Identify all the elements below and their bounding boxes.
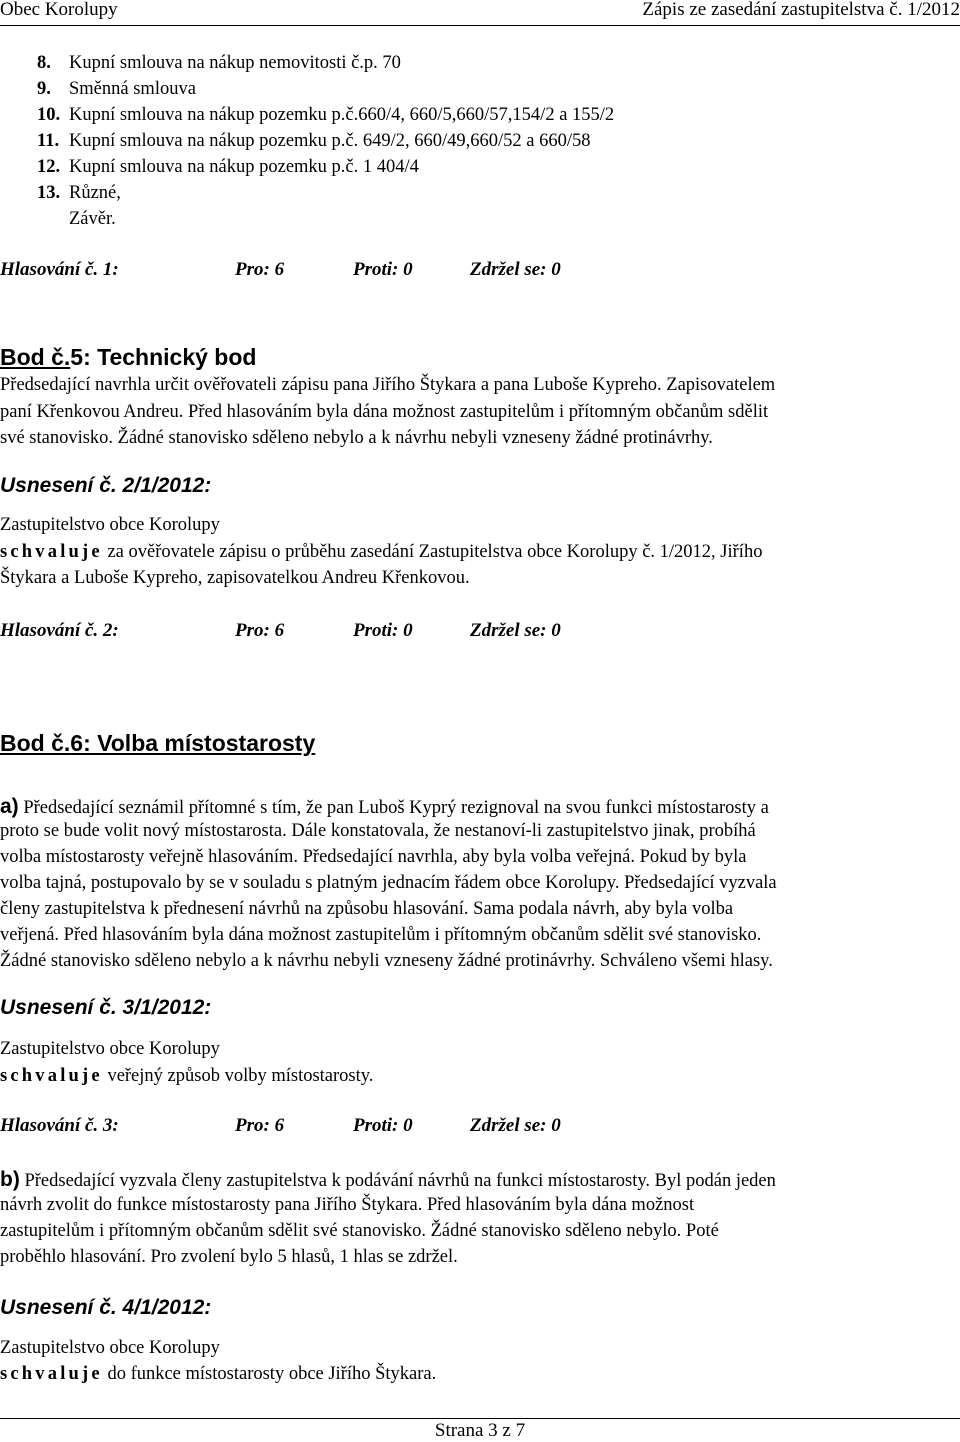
page-header <box>0 0 960 20</box>
paragraph-line: veřjená. Před hlasováním byla dána možnost zastupitelům i přítomným občanům sdělit své stanovisko. <box>0 925 762 945</box>
paragraph-line: návrh zvolit do funkce místostarosty pana Jiřího Štykara. Před hlasováním byla dána možnost <box>0 1195 695 1215</box>
paragraph-line: paní Křenkovou Andreu. Před hlasováním byla dána možnost zastupitelům i přítomným občanům sdělit <box>0 402 769 422</box>
resolution-title: Usnesení č. 3/1/2012: <box>0 996 212 1019</box>
list-item: 10. Kupní smlouva na nákup pozemku p.č.660/4, 660/5,660/57,154/2 a 155/2 <box>37 105 615 125</box>
list-item: 12. Kupní smlouva na nákup pozemku p.č. 1 404/4 <box>37 157 419 177</box>
resolution-body: Zastupitelstvo obce Korolupy <box>0 1338 220 1358</box>
footer-rule <box>0 1418 960 1419</box>
paragraph-line: zastupitelům i přítomným občanům sdělit své stanovisko. Žádné stanovisko sděleno nebylo. Poté <box>0 1221 719 1241</box>
paragraph-line: volba místostarosty veřejně hlasováním. Předsedající navrhla, aby byla volba veřejná. Pokud by byla <box>0 847 747 867</box>
paragraph-line: Žádné stanovisko sděleno nebylo a k návrhu nebyli vzneseny žádné protinávrhy. Schváleno všemi hlasy. <box>0 951 773 971</box>
list-item: 11. Kupní smlouva na nákup pozemku p.č. 649/2, 660/49,660/52 a 660/58 <box>37 131 591 151</box>
resolution-body: schvaluje veřejný způsob volby místostarosty. <box>0 1066 374 1086</box>
section-heading-bod5: Bod č.5: Technický bod <box>0 344 257 370</box>
resolution-body: schvaluje do funkce místostarosty obce Jiřího Štykara. <box>0 1364 437 1384</box>
agenda-list <box>37 50 614 232</box>
header-document-title: Zápis ze zasedání zastupitelstva č. 1/2012 <box>642 0 960 20</box>
list-item: 8. Kupní smlouva na nákup nemovitosti č.p. 70 <box>37 53 401 73</box>
resolution-body: Zastupitelstvo obce Korolupy <box>0 515 220 535</box>
list-item: Závěr. <box>69 209 116 229</box>
list-item: 9. Směnná smlouva <box>37 79 196 99</box>
section-heading-bod6: Bod č.6: Volba místostarosty <box>0 730 316 756</box>
paragraph-line: proběhlo hlasování. Pro zvolení bylo 5 hlasů, 1 hlas se zdržel. <box>0 1247 458 1267</box>
resolution-title: Usnesení č. 4/1/2012: <box>0 1296 212 1319</box>
list-item: 13. Různé, <box>37 183 121 203</box>
paragraph-line: Předsedající navrhla určit ověřovateli zápisu pana Jiřího Štykara a pana Luboše Kypreho. Zapisovatelem <box>0 375 776 395</box>
paragraph-line: a) Předsedající seznámil přítomné s tím, že pan Luboš Kyprý rezignoval na svou funkci místostarosty a <box>0 795 769 818</box>
paragraph-line: b) Předsedající vyzvala členy zastupitelstva k podávání návrhů na funkci místostarosty. Byl podán jeden <box>0 1168 776 1191</box>
resolution-body: schvaluje za ověřovatele zápisu o průběhu zasedání Zastupitelstva obce Korolupy č. 1/2012, Jiřího <box>0 542 763 562</box>
paragraph-line: proto se bude volit nový místostarosta. Dále konstatovala, že nestanoví-li zastupitelstvo jinak, probíhá <box>0 821 756 841</box>
resolution-body: Zastupitelstvo obce Korolupy <box>0 1039 220 1059</box>
header-rule <box>0 25 960 26</box>
paragraph-line: volba tajná, postupovalo by se v souladu s platným jednacím řádem obce Korolupy. Předsedající vyzvala <box>0 873 777 893</box>
header-municipality: Obec Korolupy <box>0 0 118 20</box>
paragraph-line: své stanovisko. Žádné stanovisko sděleno nebylo a k návrhu nebyli vzneseny žádné protinávrhy. <box>0 428 713 448</box>
resolution-body: Štykara a Luboše Kypreho, zapisovatelkou Andreu Křenkovou. <box>0 568 470 588</box>
page-number: Strana 3 z 7 <box>434 1420 526 1441</box>
resolution-title: Usnesení č. 2/1/2012: <box>0 474 212 497</box>
paragraph-line: členy zastupitelstva k přednesení návrhů na způsobu hlasování. Sama podala návrh, aby byla volba <box>0 899 734 919</box>
